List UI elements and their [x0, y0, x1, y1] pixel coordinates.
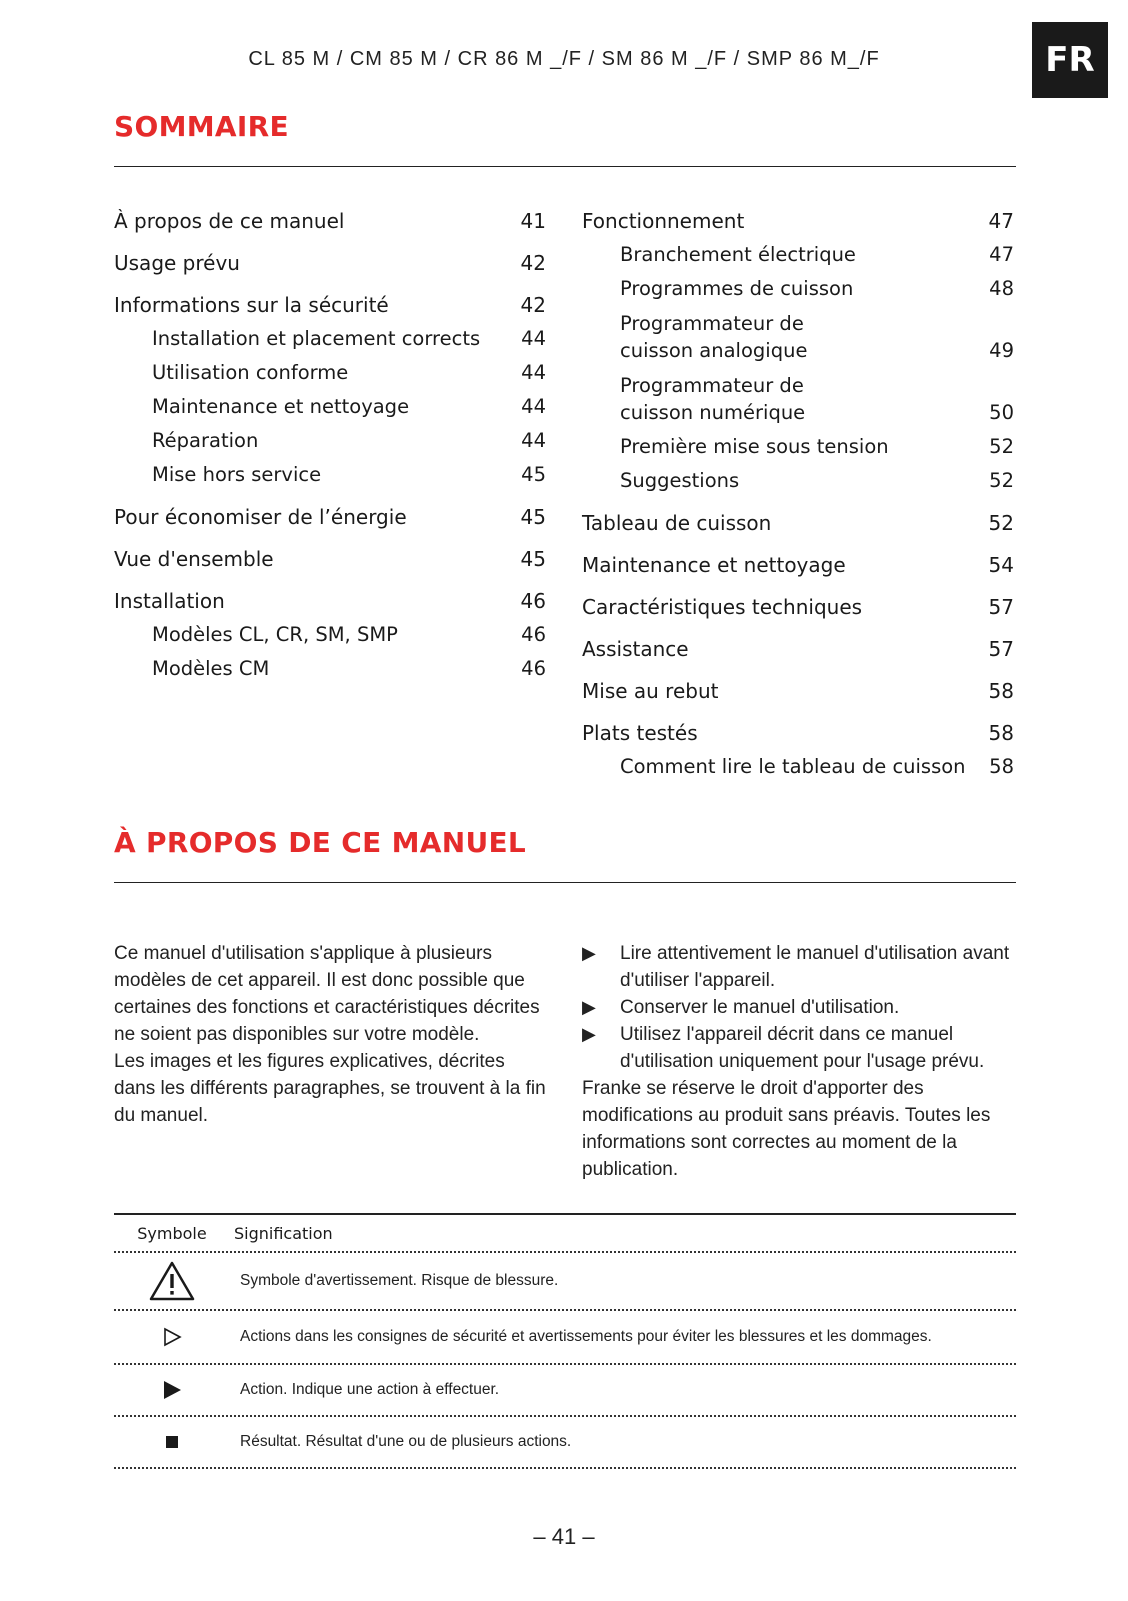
toc-entry[interactable] — [114, 250, 546, 276]
filled-triangle-icon: ▶ — [582, 997, 596, 1017]
header-models: CL 85 M / CM 85 M / CR 86 M _/F / SM 86 M _/F / SMP 86 M_/F — [248, 48, 880, 70]
about-rule — [114, 882, 1016, 883]
toc-entry-label: Assistance — [582, 637, 689, 661]
toc-entry-label: Maintenance et nettoyage — [152, 395, 410, 418]
about-title: À PROPOS DE CE MANUEL — [114, 826, 527, 859]
toc-subentry[interactable] — [582, 468, 1014, 494]
toc-entry-label: Suggestions — [620, 469, 740, 492]
toc-entry-page: 41 — [520, 209, 546, 233]
toc-subentry[interactable] — [114, 394, 546, 420]
toc-entry-label: Maintenance et nettoyage — [582, 553, 846, 577]
toc-entry-label: Plats testés — [582, 721, 698, 745]
toc-subentry[interactable] — [114, 428, 546, 454]
warning-triangle-icon — [114, 1261, 230, 1301]
toc-subentry[interactable] — [582, 242, 1014, 268]
about-right-column — [582, 940, 1018, 1183]
toc-entry[interactable] — [582, 594, 1014, 620]
toc-entry-page: 58 — [988, 679, 1014, 703]
toc-entry[interactable] — [582, 636, 1014, 662]
filled-triangle-icon: ▶ — [582, 943, 596, 963]
toc-entry-label: Réparation — [152, 429, 259, 452]
toc-entry-label: Modèles CM — [152, 657, 270, 680]
toc-entry-page: 46 — [521, 623, 546, 646]
toc-entry[interactable] — [582, 720, 1014, 746]
toc-subentry[interactable] — [582, 310, 1014, 364]
toc-entry[interactable] — [114, 546, 546, 572]
toc-entry-label: Informations sur la sécurité — [114, 293, 389, 317]
filled-triangle-icon: ▶ — [582, 1024, 596, 1044]
toc-entry-label: Pour économiser de l’énergie — [114, 505, 407, 529]
legend-header — [114, 1213, 1016, 1251]
toc-entry-page: 44 — [521, 327, 546, 350]
toc-entry-label: Première mise sous tension — [620, 435, 889, 458]
toc-entry[interactable] — [114, 292, 546, 318]
toc-entry-label: Branchement électrique — [620, 243, 856, 266]
toc-entry-page: 57 — [988, 637, 1014, 661]
legend-row — [114, 1309, 1016, 1363]
legend-text: Actions dans les consignes de sécurité et avertissements pour éviter les blessures et les dommages. — [240, 1328, 932, 1345]
page-number: – 41 – — [533, 1524, 595, 1549]
toc-title: SOMMAIRE — [114, 110, 289, 143]
toc-entry-page: 45 — [520, 547, 546, 571]
toc-left-column — [114, 208, 546, 682]
toc-entry[interactable] — [582, 552, 1014, 578]
toc-entry[interactable] — [582, 510, 1014, 536]
toc-entry-label: Fonctionnement — [582, 209, 745, 233]
toc-entry-page: 44 — [521, 395, 546, 418]
toc-entry-label: Mise hors service — [152, 463, 322, 486]
legend-row — [114, 1363, 1016, 1415]
toc-entry-label: À propos de ce manuel — [114, 209, 345, 233]
toc-entry-page: 47 — [989, 243, 1014, 266]
toc-entry-page: 52 — [989, 469, 1014, 492]
about-left-column — [114, 940, 550, 1129]
toc-subentry[interactable] — [114, 622, 546, 648]
toc-subentry[interactable] — [114, 656, 546, 682]
toc-entry-page: 45 — [521, 463, 546, 486]
toc-entry-label: Mise au rebut — [582, 679, 719, 703]
about-paragraph: Franke se réserve le droit d'apporter des modifications au produit sans préavis. Toutes les informations sont correctes au moment de la publication. — [582, 1078, 991, 1180]
toc-entry[interactable] — [582, 208, 1014, 234]
toc-entry-page: 48 — [989, 277, 1014, 300]
legend-col-symbol: Symbole — [137, 1223, 207, 1243]
toc-entry-page: 49 — [989, 339, 1014, 362]
toc-subentry[interactable] — [582, 434, 1014, 460]
toc-entry[interactable] — [582, 678, 1014, 704]
toc-entry-label: Programmateur de cuisson analogique — [620, 312, 808, 362]
toc-entry[interactable] — [114, 588, 546, 614]
toc-entry-page: 52 — [988, 511, 1014, 535]
toc-entry-label: Installation et placement corrects — [152, 327, 481, 350]
legend-text: Résultat. Résultat d'une ou de plusieurs actions. — [240, 1433, 572, 1450]
toc-entry-label: Usage prévu — [114, 251, 240, 275]
action-bullet — [582, 994, 1018, 1021]
toc-entry-page: 44 — [521, 361, 546, 384]
about-paragraph: Ce manuel d'utilisation s'applique à plusieurs modèles de cet appareil. Il est donc possible que certaines des fonctions et caractéristiques décrites ne soient pas disponibles sur votre modèle. — [114, 943, 540, 1045]
toc-entry-page: 57 — [988, 595, 1014, 619]
legend-bottom-rule — [114, 1467, 1016, 1469]
toc-entry-label: Programmateur de cuisson numérique — [620, 374, 806, 424]
bullet-text: Conserver le manuel d'utilisation. — [620, 997, 900, 1018]
legend-text: Symbole d'avertissement. Risque de blessure. — [240, 1272, 559, 1289]
toc-entry-page: 46 — [521, 657, 546, 680]
toc-entry-page: 45 — [520, 505, 546, 529]
toc-entry-label: Tableau de cuisson — [582, 511, 772, 535]
toc-entry-page: 42 — [520, 251, 546, 275]
toc-entry-page: 44 — [521, 429, 546, 452]
toc-right-column — [582, 208, 1014, 780]
toc-entry-label: Comment lire le tableau de cuisson — [620, 755, 966, 778]
toc-entry-label: Caractéristiques techniques — [582, 595, 863, 619]
toc-subentry[interactable] — [114, 462, 546, 488]
legend-row — [114, 1415, 1016, 1467]
toc-subentry[interactable] — [582, 276, 1014, 302]
bullet-text: Utilisez l'appareil décrit dans ce manuel d'utilisation uniquement pour l'usage prévu. — [620, 1024, 985, 1072]
toc-entry-page: 52 — [989, 435, 1014, 458]
toc-entry-label: Utilisation conforme — [152, 361, 349, 384]
toc-entry-label: Modèles CL, CR, SM, SMP — [152, 623, 398, 646]
toc-subentry[interactable] — [114, 326, 546, 352]
toc-entry[interactable] — [114, 208, 546, 234]
bullet-text: Lire attentivement le manuel d'utilisation avant d'utiliser l'appareil. — [620, 943, 1010, 991]
toc-entry-label: Vue d'ensemble — [114, 547, 274, 571]
toc-rule — [114, 166, 1016, 167]
toc-entry-page: 54 — [988, 553, 1014, 577]
outline-triangle-icon — [114, 1327, 230, 1347]
filled-square-icon — [114, 1435, 230, 1449]
toc-entry-label: Installation — [114, 589, 225, 613]
action-bullet — [582, 940, 1018, 994]
action-bullet — [582, 1021, 1018, 1075]
filled-triangle-icon — [114, 1380, 230, 1400]
symbol-legend-table — [114, 1213, 1016, 1469]
toc-entry[interactable] — [114, 504, 546, 530]
toc-subentry[interactable] — [114, 360, 546, 386]
toc-entry-page: 42 — [520, 293, 546, 317]
about-paragraph: Les images et les figures explicatives, décrites dans les différents paragraphes, se trouvent à la fin du manuel. — [114, 1051, 546, 1126]
legend-text: Action. Indique une action à effectuer. — [240, 1381, 500, 1398]
toc-subentry[interactable] — [582, 754, 1014, 780]
legend-row — [114, 1251, 1016, 1309]
legend-col-meaning: Signification — [234, 1223, 333, 1243]
toc-entry-page: 46 — [520, 589, 546, 613]
toc-entry-page: 58 — [988, 721, 1014, 745]
toc-entry-page: 58 — [989, 755, 1014, 778]
toc-entry-page: 47 — [988, 209, 1014, 233]
toc-subentry[interactable] — [582, 372, 1014, 426]
toc-entry-label: Programmes de cuisson — [620, 277, 854, 300]
language-badge: FR — [1032, 22, 1108, 98]
toc-entry-page: 50 — [989, 401, 1014, 424]
